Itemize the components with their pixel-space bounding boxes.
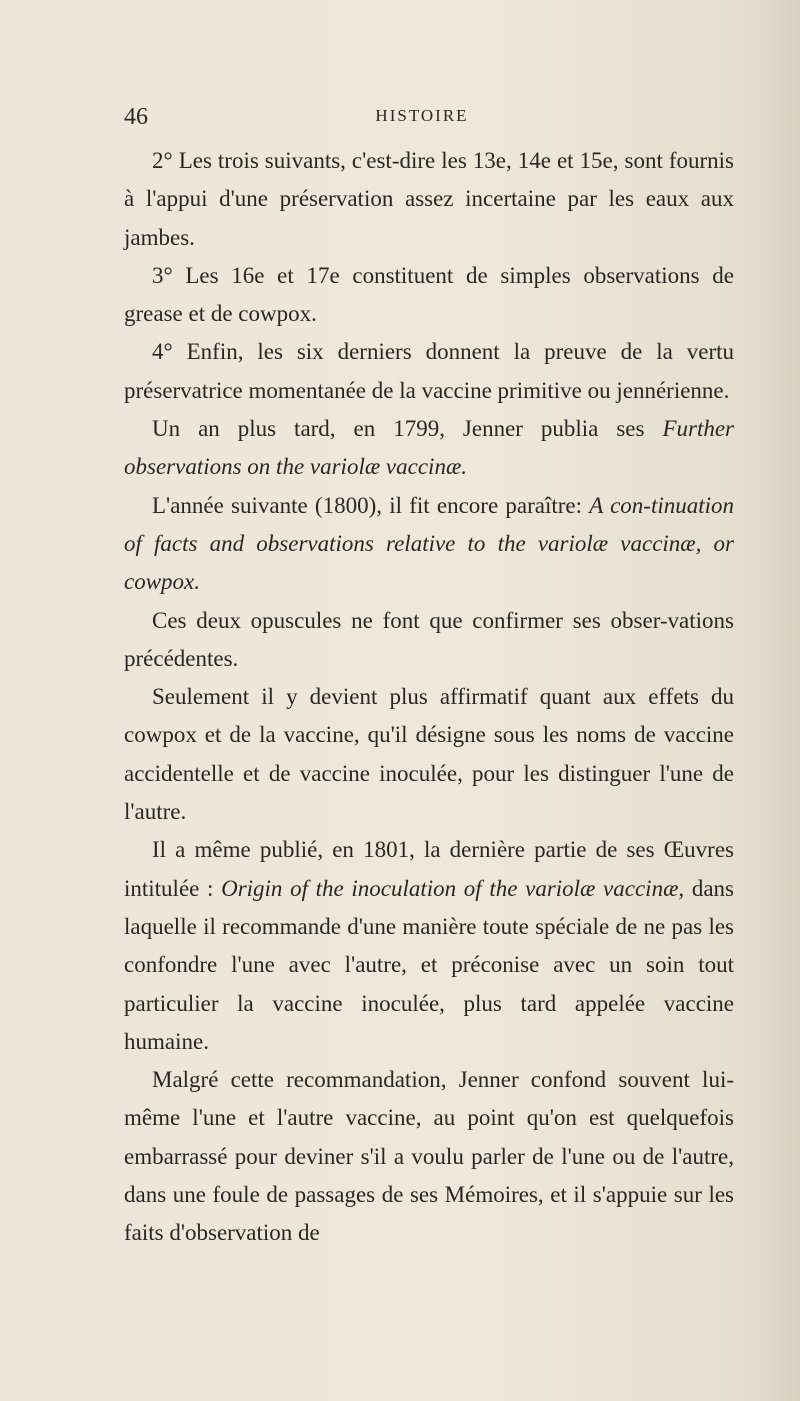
paragraph-seulement: Seulement il y devient plus affirmatif quant aux effets du cowpox et de la vaccine, qu'il désigne sous les noms de vaccine accidentelle et de vaccine inoculée, pour les distinguer l'une de l'autre. xyxy=(124,684,734,825)
paragraph-malgre: Malgré cette recommandation, Jenner confond souvent lui-même l'une et l'autre vaccine, au point qu'on est quelquefois embarrassé pour deviner s'il a voulu parler de l'une ou de l'autre, dans une foule de passages de ses Mémoires, et il s'appuie sur les faits d'observation de xyxy=(124,1067,734,1246)
paragraph-text: L'année suivante (1800), il fit encore paraître: xyxy=(152,492,590,518)
page-number: 46 xyxy=(124,104,148,130)
running-head: HISTOIRE xyxy=(375,106,469,125)
body-text xyxy=(124,142,734,1253)
paragraph-continuation xyxy=(124,487,734,602)
paragraph-item-3: 3° Les 16e et 17e constituent de simples observations de grease et de cowpox. xyxy=(124,262,734,327)
paragraph-item-4: 4° Enfin, les six derniers donnent la preuve de la vertu préservatrice momentanée de la vaccine primitive ou jennérienne. xyxy=(124,339,734,403)
paragraph-opuscules: Ces deux opuscules ne font que confirmer ses obser-vations précédentes. xyxy=(124,607,734,671)
work-title: Further observations on the variolæ vaccinæ. xyxy=(124,416,734,480)
page-header xyxy=(124,104,720,134)
paragraph-text: dans laquelle il recommande d'une manière toute spéciale de ne pas les confondre l'une avec l'autre, et préconise avec un soin tout particulier la vaccine inoculée, plus tard appelée vaccine humaine. xyxy=(124,875,734,1054)
paragraph-item-2: 2° Les trois suivants, c'est-dire les 13e, 14e et 15e, sont fournis à l'appui d'une préservation assez incertaine par les eaux aux jambes. xyxy=(124,148,734,250)
paragraph-text: Un an plus tard, en 1799, Jenner publia ses xyxy=(152,416,663,442)
work-title: Origin of the inoculation of the variolæ vaccinæ, xyxy=(221,875,685,901)
paragraph-origin xyxy=(124,831,734,1061)
paragraph-further-observations xyxy=(124,410,734,487)
work-title: A con-tinuation of facts and observations relative to the variolæ vaccinæ, or cowpox. xyxy=(124,492,735,595)
paragraph-text: Il a même publié, en 1801, la dernière partie de ses Œuvres intitulée : xyxy=(124,837,734,901)
